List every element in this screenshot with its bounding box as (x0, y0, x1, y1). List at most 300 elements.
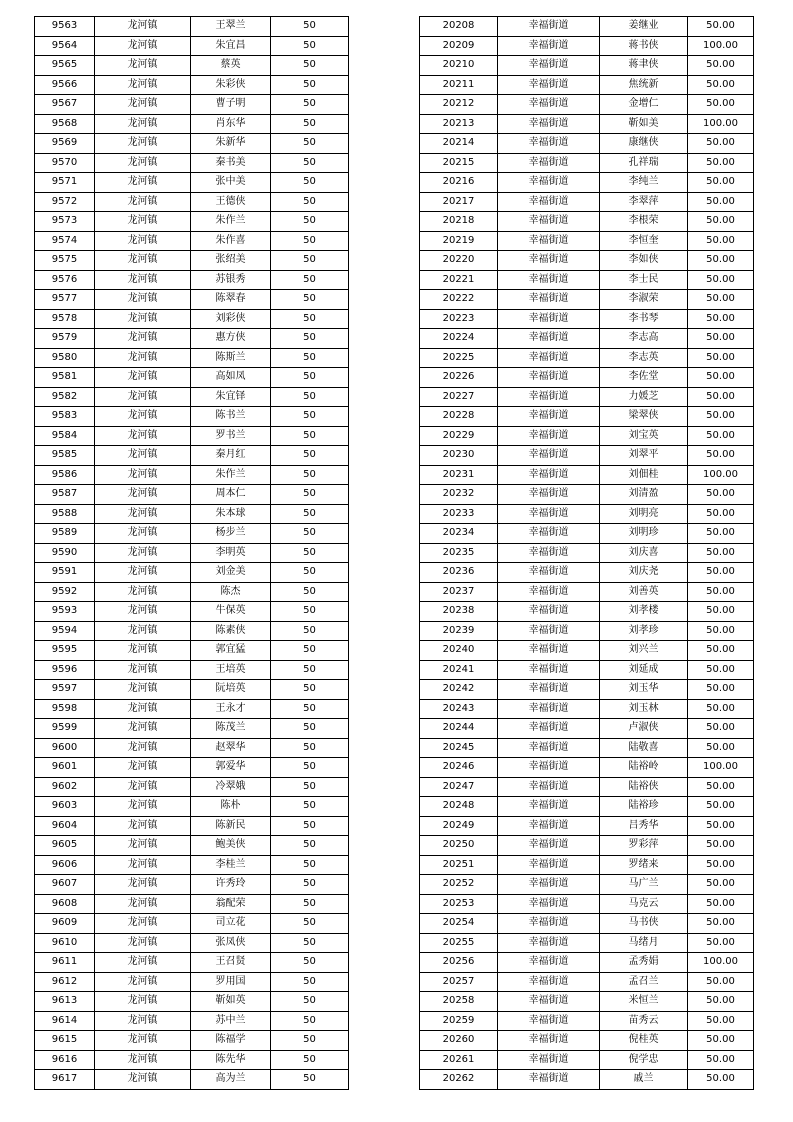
table-row (35, 270, 349, 290)
cell-amount: 50.00 (688, 192, 754, 212)
cell-name: 陆裕岭 (600, 758, 688, 778)
cell-name: 姜继业 (600, 17, 688, 37)
cell-amount: 50 (271, 1050, 349, 1070)
table-row (35, 368, 349, 388)
cell-name: 孟秀娟 (600, 953, 688, 973)
cell-district: 龙河镇 (95, 36, 191, 56)
cell-id: 9566 (35, 75, 95, 95)
cell-district: 幸福街道 (498, 738, 600, 758)
cell-amount: 50 (271, 524, 349, 544)
cell-id: 20210 (420, 56, 498, 76)
cell-amount: 50.00 (688, 836, 754, 856)
cell-name: 倪学忠 (600, 1050, 688, 1070)
cell-amount: 50 (271, 231, 349, 251)
cell-district: 龙河镇 (95, 1031, 191, 1051)
table-row (35, 114, 349, 134)
cell-district: 龙河镇 (95, 524, 191, 544)
cell-name: 罗绪来 (600, 855, 688, 875)
cell-id: 9614 (35, 1011, 95, 1031)
cell-amount: 50.00 (688, 485, 754, 505)
cell-id: 20233 (420, 504, 498, 524)
cell-id: 9576 (35, 270, 95, 290)
right-table-body (420, 17, 754, 1090)
cell-name: 陈素侠 (191, 621, 271, 641)
cell-district: 龙河镇 (95, 1070, 191, 1090)
cell-name: 陈朴 (191, 797, 271, 817)
cell-name: 郭爱华 (191, 758, 271, 778)
cell-id: 9609 (35, 914, 95, 934)
cell-id: 20218 (420, 212, 498, 232)
cell-id: 20235 (420, 543, 498, 563)
cell-name: 杨步兰 (191, 524, 271, 544)
cell-district: 幸福街道 (498, 290, 600, 310)
cell-name: 冷翠娥 (191, 777, 271, 797)
cell-id: 20258 (420, 992, 498, 1012)
cell-district: 龙河镇 (95, 309, 191, 329)
cell-id: 9591 (35, 563, 95, 583)
cell-amount: 50.00 (688, 329, 754, 349)
cell-name: 陆裕珍 (600, 797, 688, 817)
table-row (420, 465, 754, 485)
cell-amount: 50.00 (688, 153, 754, 173)
cell-id: 20222 (420, 290, 498, 310)
cell-name: 陈翠春 (191, 290, 271, 310)
cell-id: 9570 (35, 153, 95, 173)
cell-name: 刘延成 (600, 660, 688, 680)
cell-amount: 100.00 (688, 465, 754, 485)
cell-amount: 50 (271, 836, 349, 856)
table-row (420, 251, 754, 271)
cell-id: 20259 (420, 1011, 498, 1031)
cell-district: 幸福街道 (498, 797, 600, 817)
cell-name: 朱作兰 (191, 465, 271, 485)
cell-district: 龙河镇 (95, 95, 191, 115)
table-row (420, 836, 754, 856)
table-row (420, 212, 754, 232)
table-row (35, 719, 349, 739)
cell-amount: 50 (271, 816, 349, 836)
cell-district: 幸福街道 (498, 777, 600, 797)
table-row (420, 36, 754, 56)
table-row (35, 153, 349, 173)
cell-district: 幸福街道 (498, 36, 600, 56)
cell-id: 9583 (35, 407, 95, 427)
cell-district: 幸福街道 (498, 465, 600, 485)
cell-amount: 50 (271, 972, 349, 992)
cell-amount: 100.00 (688, 36, 754, 56)
table-row (420, 153, 754, 173)
cell-name: 蒋书侠 (600, 36, 688, 56)
cell-name: 陆敬喜 (600, 738, 688, 758)
cell-name: 蔡英 (191, 56, 271, 76)
cell-amount: 50 (271, 173, 349, 193)
cell-id: 9617 (35, 1070, 95, 1090)
cell-name: 朱本球 (191, 504, 271, 524)
cell-id: 20245 (420, 738, 498, 758)
table-row (35, 524, 349, 544)
cell-district: 幸福街道 (498, 660, 600, 680)
cell-amount: 50 (271, 36, 349, 56)
cell-amount: 50 (271, 309, 349, 329)
cell-district: 龙河镇 (95, 719, 191, 739)
cell-name: 刘孝楼 (600, 602, 688, 622)
cell-id: 20239 (420, 621, 498, 641)
cell-id: 20223 (420, 309, 498, 329)
cell-id: 9579 (35, 329, 95, 349)
cell-name: 陈书兰 (191, 407, 271, 427)
cell-id: 20208 (420, 17, 498, 37)
cell-amount: 50 (271, 329, 349, 349)
table-row (35, 1011, 349, 1031)
cell-id: 9571 (35, 173, 95, 193)
table-row (35, 602, 349, 622)
cell-name: 李士民 (600, 270, 688, 290)
cell-amount: 50 (271, 719, 349, 739)
cell-district: 幸福街道 (498, 543, 600, 563)
table-row (420, 1050, 754, 1070)
cell-district: 龙河镇 (95, 933, 191, 953)
cell-amount: 50.00 (688, 777, 754, 797)
cell-amount: 50 (271, 407, 349, 427)
table-row (420, 1070, 754, 1090)
cell-id: 9605 (35, 836, 95, 856)
cell-district: 龙河镇 (95, 563, 191, 583)
cell-district: 幸福街道 (498, 641, 600, 661)
cell-district: 幸福街道 (498, 1070, 600, 1090)
cell-id: 9565 (35, 56, 95, 76)
cell-name: 曹子明 (191, 95, 271, 115)
cell-name: 李淑荣 (600, 290, 688, 310)
table-row (35, 582, 349, 602)
cell-id: 20219 (420, 231, 498, 251)
cell-amount: 50.00 (688, 290, 754, 310)
cell-amount: 50.00 (688, 602, 754, 622)
table-row (420, 524, 754, 544)
table-row (35, 134, 349, 154)
cell-name: 焦统新 (600, 75, 688, 95)
cell-district: 幸福街道 (498, 602, 600, 622)
table-row (35, 290, 349, 310)
cell-amount: 50 (271, 992, 349, 1012)
cell-district: 龙河镇 (95, 192, 191, 212)
cell-amount: 50 (271, 1031, 349, 1051)
cell-amount: 50 (271, 621, 349, 641)
cell-amount: 100.00 (688, 114, 754, 134)
cell-name: 王召贤 (191, 953, 271, 973)
cell-amount: 50 (271, 680, 349, 700)
table-row (35, 855, 349, 875)
cell-district: 幸福街道 (498, 563, 600, 583)
cell-name: 李如侠 (600, 251, 688, 271)
cell-name: 苏银秀 (191, 270, 271, 290)
cell-amount: 50.00 (688, 816, 754, 836)
cell-district: 幸福街道 (498, 758, 600, 778)
cell-district: 龙河镇 (95, 680, 191, 700)
cell-name: 王培英 (191, 660, 271, 680)
table-row (35, 816, 349, 836)
cell-amount: 50.00 (688, 426, 754, 446)
cell-name: 鲍美侠 (191, 836, 271, 856)
cell-name: 孟召兰 (600, 972, 688, 992)
cell-name: 马广兰 (600, 875, 688, 895)
cell-name: 金增仁 (600, 95, 688, 115)
cell-id: 20221 (420, 270, 498, 290)
cell-id: 20253 (420, 894, 498, 914)
cell-amount: 50 (271, 95, 349, 115)
cell-amount: 50 (271, 563, 349, 583)
cell-district: 幸福街道 (498, 504, 600, 524)
cell-name: 王永才 (191, 699, 271, 719)
table-row (420, 543, 754, 563)
table-row (35, 504, 349, 524)
table-row (420, 992, 754, 1012)
cell-district: 幸福街道 (498, 114, 600, 134)
cell-name: 李明英 (191, 543, 271, 563)
cell-amount: 50.00 (688, 797, 754, 817)
table-row (420, 680, 754, 700)
table-row (35, 1070, 349, 1090)
cell-amount: 50.00 (688, 894, 754, 914)
cell-amount: 50 (271, 660, 349, 680)
cell-district: 龙河镇 (95, 251, 191, 271)
cell-district: 龙河镇 (95, 836, 191, 856)
cell-id: 9600 (35, 738, 95, 758)
cell-name: 陈茂兰 (191, 719, 271, 739)
cell-id: 9616 (35, 1050, 95, 1070)
cell-amount: 50.00 (688, 75, 754, 95)
cell-id: 20225 (420, 348, 498, 368)
table-row (35, 348, 349, 368)
cell-district: 龙河镇 (95, 758, 191, 778)
cell-district: 幸福街道 (498, 153, 600, 173)
cell-district: 幸福街道 (498, 368, 600, 388)
table-row (420, 719, 754, 739)
cell-district: 幸福街道 (498, 212, 600, 232)
cell-id: 20255 (420, 933, 498, 953)
cell-id: 20228 (420, 407, 498, 427)
cell-id: 9588 (35, 504, 95, 524)
cell-name: 戚兰 (600, 1070, 688, 1090)
table-row (35, 212, 349, 232)
cell-id: 20248 (420, 797, 498, 817)
table-row (420, 56, 754, 76)
cell-id: 9578 (35, 309, 95, 329)
cell-id: 20213 (420, 114, 498, 134)
cell-amount: 50 (271, 914, 349, 934)
cell-district: 龙河镇 (95, 621, 191, 641)
cell-amount: 50 (271, 1011, 349, 1031)
cell-id: 9584 (35, 426, 95, 446)
cell-id: 9587 (35, 485, 95, 505)
cell-amount: 50.00 (688, 1031, 754, 1051)
cell-name: 孔祥瑞 (600, 153, 688, 173)
cell-district: 幸福街道 (498, 446, 600, 466)
cell-district: 幸福街道 (498, 855, 600, 875)
cell-district: 幸福街道 (498, 953, 600, 973)
cell-district: 龙河镇 (95, 699, 191, 719)
cell-name: 罗用国 (191, 972, 271, 992)
cell-district: 龙河镇 (95, 56, 191, 76)
cell-district: 幸福街道 (498, 914, 600, 934)
table-row (35, 173, 349, 193)
table-row (420, 816, 754, 836)
cell-amount: 50 (271, 953, 349, 973)
cell-amount: 50.00 (688, 387, 754, 407)
cell-amount: 50 (271, 17, 349, 37)
cell-amount: 50 (271, 114, 349, 134)
cell-district: 龙河镇 (95, 446, 191, 466)
table-row (420, 173, 754, 193)
cell-amount: 50 (271, 75, 349, 95)
left-table-body (35, 17, 349, 1090)
cell-district: 龙河镇 (95, 894, 191, 914)
cell-amount: 50.00 (688, 348, 754, 368)
cell-district: 龙河镇 (95, 17, 191, 37)
table-row (420, 270, 754, 290)
cell-amount: 50.00 (688, 134, 754, 154)
cell-district: 幸福街道 (498, 387, 600, 407)
cell-amount: 50 (271, 855, 349, 875)
cell-district: 龙河镇 (95, 816, 191, 836)
cell-district: 幸福街道 (498, 17, 600, 37)
cell-amount: 50.00 (688, 855, 754, 875)
cell-amount: 50.00 (688, 407, 754, 427)
cell-district: 龙河镇 (95, 914, 191, 934)
cell-amount: 50.00 (688, 582, 754, 602)
cell-id: 9567 (35, 95, 95, 115)
cell-amount: 50 (271, 153, 349, 173)
table-row (35, 543, 349, 563)
table-row (420, 231, 754, 251)
cell-name: 秦书美 (191, 153, 271, 173)
table-row (420, 602, 754, 622)
cell-name: 刘彩侠 (191, 309, 271, 329)
cell-id: 9597 (35, 680, 95, 700)
cell-district: 龙河镇 (95, 875, 191, 895)
table-row (420, 426, 754, 446)
cell-id: 20243 (420, 699, 498, 719)
cell-id: 20241 (420, 660, 498, 680)
cell-district: 龙河镇 (95, 504, 191, 524)
cell-id: 9563 (35, 17, 95, 37)
cell-amount: 50 (271, 270, 349, 290)
cell-id: 9593 (35, 602, 95, 622)
cell-name: 刘清盈 (600, 485, 688, 505)
cell-amount: 50 (271, 504, 349, 524)
cell-amount: 50 (271, 543, 349, 563)
cell-amount: 50 (271, 875, 349, 895)
cell-amount: 50.00 (688, 621, 754, 641)
cell-district: 幸福街道 (498, 1031, 600, 1051)
cell-amount: 100.00 (688, 953, 754, 973)
cell-name: 靳如美 (600, 114, 688, 134)
table-row (35, 446, 349, 466)
table-row (35, 192, 349, 212)
table-row (35, 933, 349, 953)
cell-district: 龙河镇 (95, 114, 191, 134)
table-row (35, 777, 349, 797)
cell-id: 9569 (35, 134, 95, 154)
cell-id: 20224 (420, 329, 498, 349)
table-row (420, 192, 754, 212)
cell-id: 9613 (35, 992, 95, 1012)
table-row (35, 738, 349, 758)
cell-name: 刘明珍 (600, 524, 688, 544)
cell-id: 20215 (420, 153, 498, 173)
cell-id: 9580 (35, 348, 95, 368)
cell-district: 幸福街道 (498, 407, 600, 427)
cell-id: 9574 (35, 231, 95, 251)
cell-district: 幸福街道 (498, 192, 600, 212)
cell-name: 苏中兰 (191, 1011, 271, 1031)
table-row (420, 407, 754, 427)
cell-amount: 50 (271, 387, 349, 407)
cell-amount: 50 (271, 777, 349, 797)
cell-amount: 50.00 (688, 914, 754, 934)
cell-name: 马绪月 (600, 933, 688, 953)
cell-amount: 50.00 (688, 933, 754, 953)
cell-id: 9572 (35, 192, 95, 212)
cell-name: 朱新华 (191, 134, 271, 154)
cell-amount: 50.00 (688, 738, 754, 758)
cell-district: 龙河镇 (95, 348, 191, 368)
cell-id: 9585 (35, 446, 95, 466)
table-row (35, 387, 349, 407)
cell-name: 李佐堂 (600, 368, 688, 388)
table-row (35, 329, 349, 349)
cell-name: 郭宜猛 (191, 641, 271, 661)
cell-name: 卢淑侠 (600, 719, 688, 739)
cell-district: 龙河镇 (95, 407, 191, 427)
cell-id: 9603 (35, 797, 95, 817)
cell-name: 陈斯兰 (191, 348, 271, 368)
cell-id: 20260 (420, 1031, 498, 1051)
cell-id: 20220 (420, 251, 498, 271)
cell-amount: 50.00 (688, 992, 754, 1012)
cell-amount: 50.00 (688, 699, 754, 719)
table-row (420, 114, 754, 134)
cell-district: 龙河镇 (95, 1050, 191, 1070)
cell-id: 20209 (420, 36, 498, 56)
cell-amount: 50 (271, 426, 349, 446)
table-row (420, 797, 754, 817)
table-row (420, 290, 754, 310)
cell-district: 幸福街道 (498, 972, 600, 992)
cell-name: 刘善英 (600, 582, 688, 602)
cell-amount: 50.00 (688, 1011, 754, 1031)
cell-id: 20229 (420, 426, 498, 446)
table-row (35, 836, 349, 856)
cell-id: 9594 (35, 621, 95, 641)
cell-district: 龙河镇 (95, 387, 191, 407)
cell-name: 惠方侠 (191, 329, 271, 349)
cell-name: 罗书兰 (191, 426, 271, 446)
cell-amount: 50 (271, 134, 349, 154)
cell-district: 幸福街道 (498, 875, 600, 895)
cell-amount: 50.00 (688, 543, 754, 563)
right-table (419, 16, 754, 1090)
cell-id: 9568 (35, 114, 95, 134)
table-row (35, 309, 349, 329)
cell-district: 龙河镇 (95, 368, 191, 388)
cell-name: 陈新民 (191, 816, 271, 836)
cell-amount: 50.00 (688, 95, 754, 115)
cell-district: 龙河镇 (95, 543, 191, 563)
cell-amount: 50 (271, 368, 349, 388)
cell-amount: 50 (271, 738, 349, 758)
cell-district: 龙河镇 (95, 777, 191, 797)
table-row (420, 446, 754, 466)
